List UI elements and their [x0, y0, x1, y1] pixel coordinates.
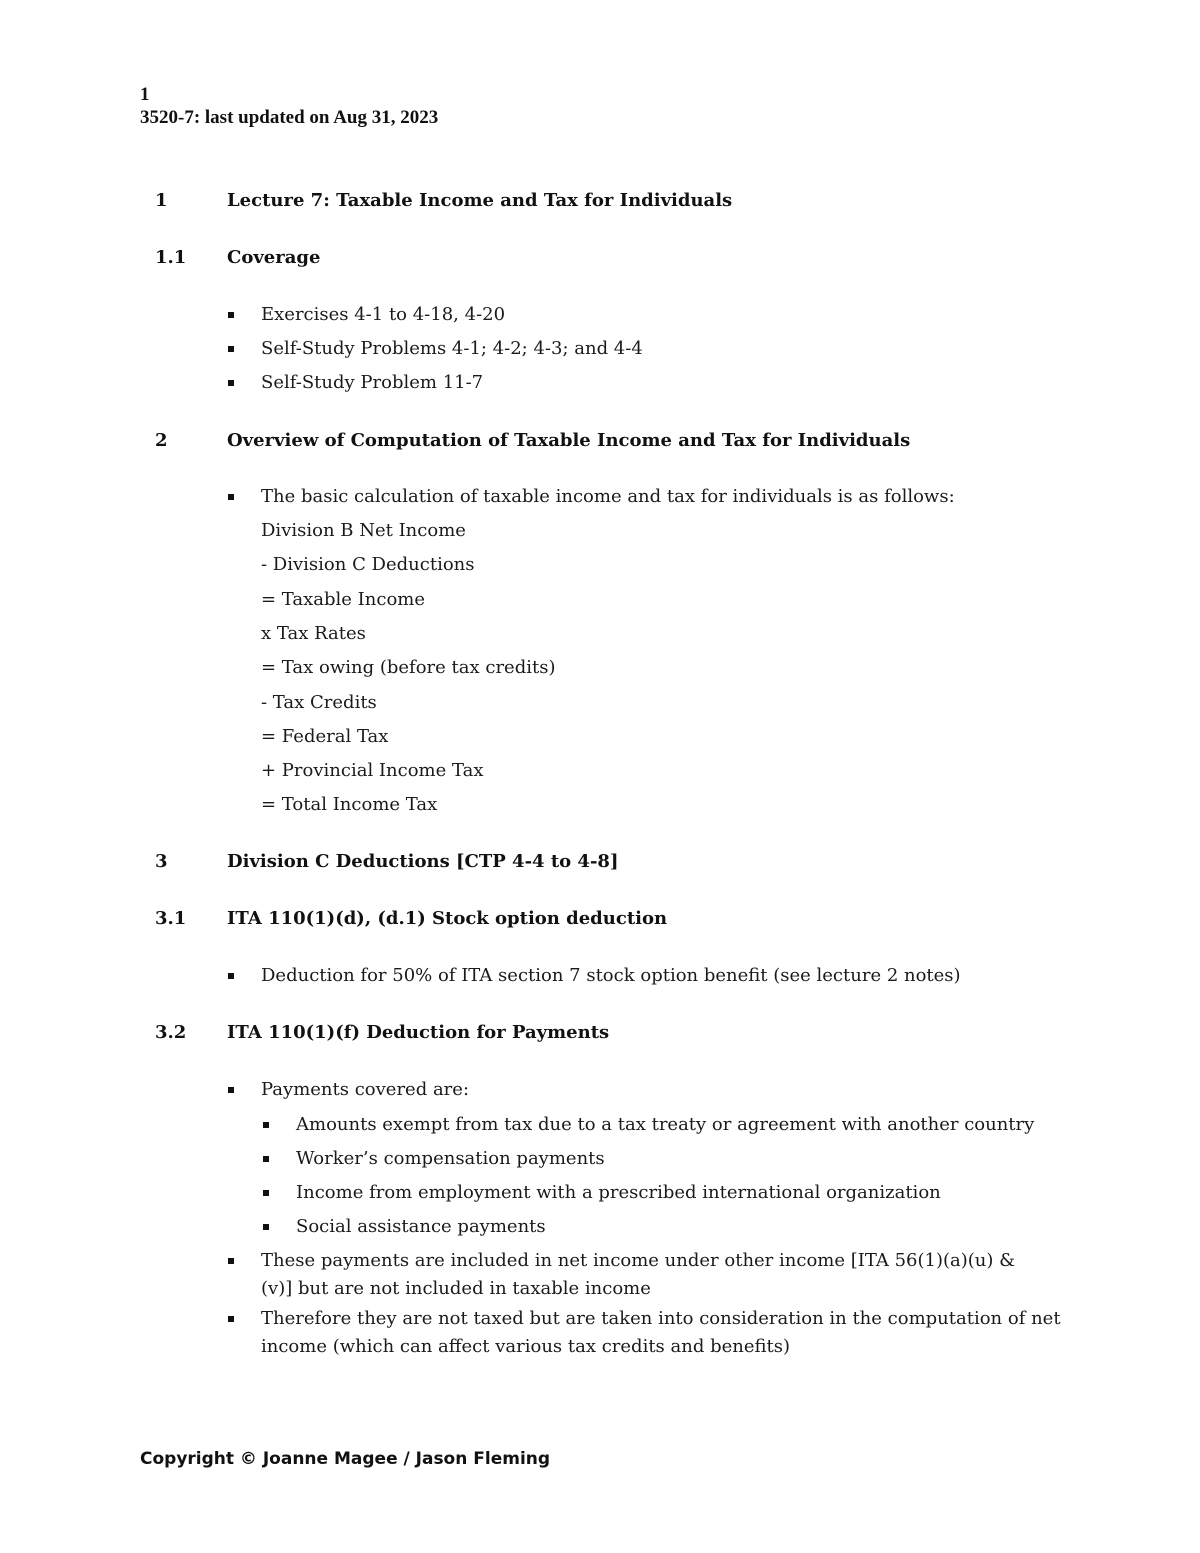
bullet-icon — [228, 312, 234, 318]
section-number: 3.2 — [155, 1022, 187, 1043]
calc-line: - Tax Credits — [261, 692, 377, 713]
sub-list-item: Income from employment with a prescribed international organization — [296, 1182, 941, 1203]
bullet-icon — [228, 380, 234, 386]
page-number: 1 — [140, 84, 150, 105]
bullet-icon — [228, 1087, 234, 1093]
list-item-continuation: (v)] but are not included in taxable income — [261, 1278, 651, 1299]
section-number: 3 — [155, 851, 168, 872]
section-title: Lecture 7: Taxable Income and Tax for Individuals — [227, 190, 733, 211]
bullet-icon — [263, 1224, 269, 1230]
bullet-icon — [263, 1122, 269, 1128]
list-item: These payments are included in net income under other income [ITA 56(1)(a)(u) & — [261, 1250, 1016, 1271]
section-number: 3.1 — [155, 908, 187, 929]
calc-line: = Tax owing (before tax credits) — [261, 657, 556, 678]
list-item: Self-Study Problems 4-1; 4-2; 4-3; and 4-4 — [261, 338, 643, 359]
bullet-icon — [228, 1258, 234, 1264]
section-title: Overview of Computation of Taxable Income and Tax for Individuals — [227, 430, 911, 451]
list-item: Deduction for 50% of ITA section 7 stock option benefit (see lecture 2 notes) — [261, 965, 961, 986]
calc-line: = Taxable Income — [261, 589, 426, 610]
sub-list-item: Amounts exempt from tax due to a tax treaty or agreement with another country — [296, 1114, 1035, 1135]
bullet-icon — [228, 494, 234, 500]
section-number: 1 — [155, 190, 168, 211]
list-item: Therefore they are not taxed but are taken into consideration in the computation of net — [261, 1308, 1061, 1329]
list-item: Self-Study Problem 11-7 — [261, 372, 484, 393]
list-item-continuation: income (which can affect various tax credits and benefits) — [261, 1336, 791, 1357]
bullet-icon — [263, 1156, 269, 1162]
bullet-icon — [263, 1190, 269, 1196]
sub-list-item: Worker’s compensation payments — [296, 1148, 605, 1169]
calc-line: Division B Net Income — [261, 520, 466, 541]
sub-list-item: Social assistance payments — [296, 1216, 546, 1237]
calc-line: = Federal Tax — [261, 726, 389, 747]
bullet-icon — [228, 973, 234, 979]
list-item: The basic calculation of taxable income and tax for individuals is as follows: — [261, 486, 955, 507]
section-number: 1.1 — [155, 247, 187, 268]
section-title: ITA 110(1)(d), (d.1) Stock option deduction — [227, 908, 668, 929]
calc-line: = Total Income Tax — [261, 794, 438, 815]
section-title: ITA 110(1)(f) Deduction for Payments — [227, 1022, 610, 1043]
calc-line: x Tax Rates — [261, 623, 366, 644]
calc-line: - Division C Deductions — [261, 554, 475, 575]
calc-line: + Provincial Income Tax — [261, 760, 484, 781]
section-title: Coverage — [227, 247, 321, 268]
section-title: Division C Deductions [CTP 4-4 to 4-8] — [227, 851, 619, 872]
list-item: Exercises 4-1 to 4-18, 4-20 — [261, 304, 506, 325]
document-subtitle: 3520-7: last updated on Aug 31, 2023 — [140, 107, 439, 128]
copyright-footer: Copyright © Joanne Magee / Jason Fleming — [140, 1449, 551, 1469]
bullet-icon — [228, 1316, 234, 1322]
list-item: Payments covered are: — [261, 1079, 470, 1100]
bullet-icon — [228, 346, 234, 352]
section-number: 2 — [155, 430, 168, 451]
